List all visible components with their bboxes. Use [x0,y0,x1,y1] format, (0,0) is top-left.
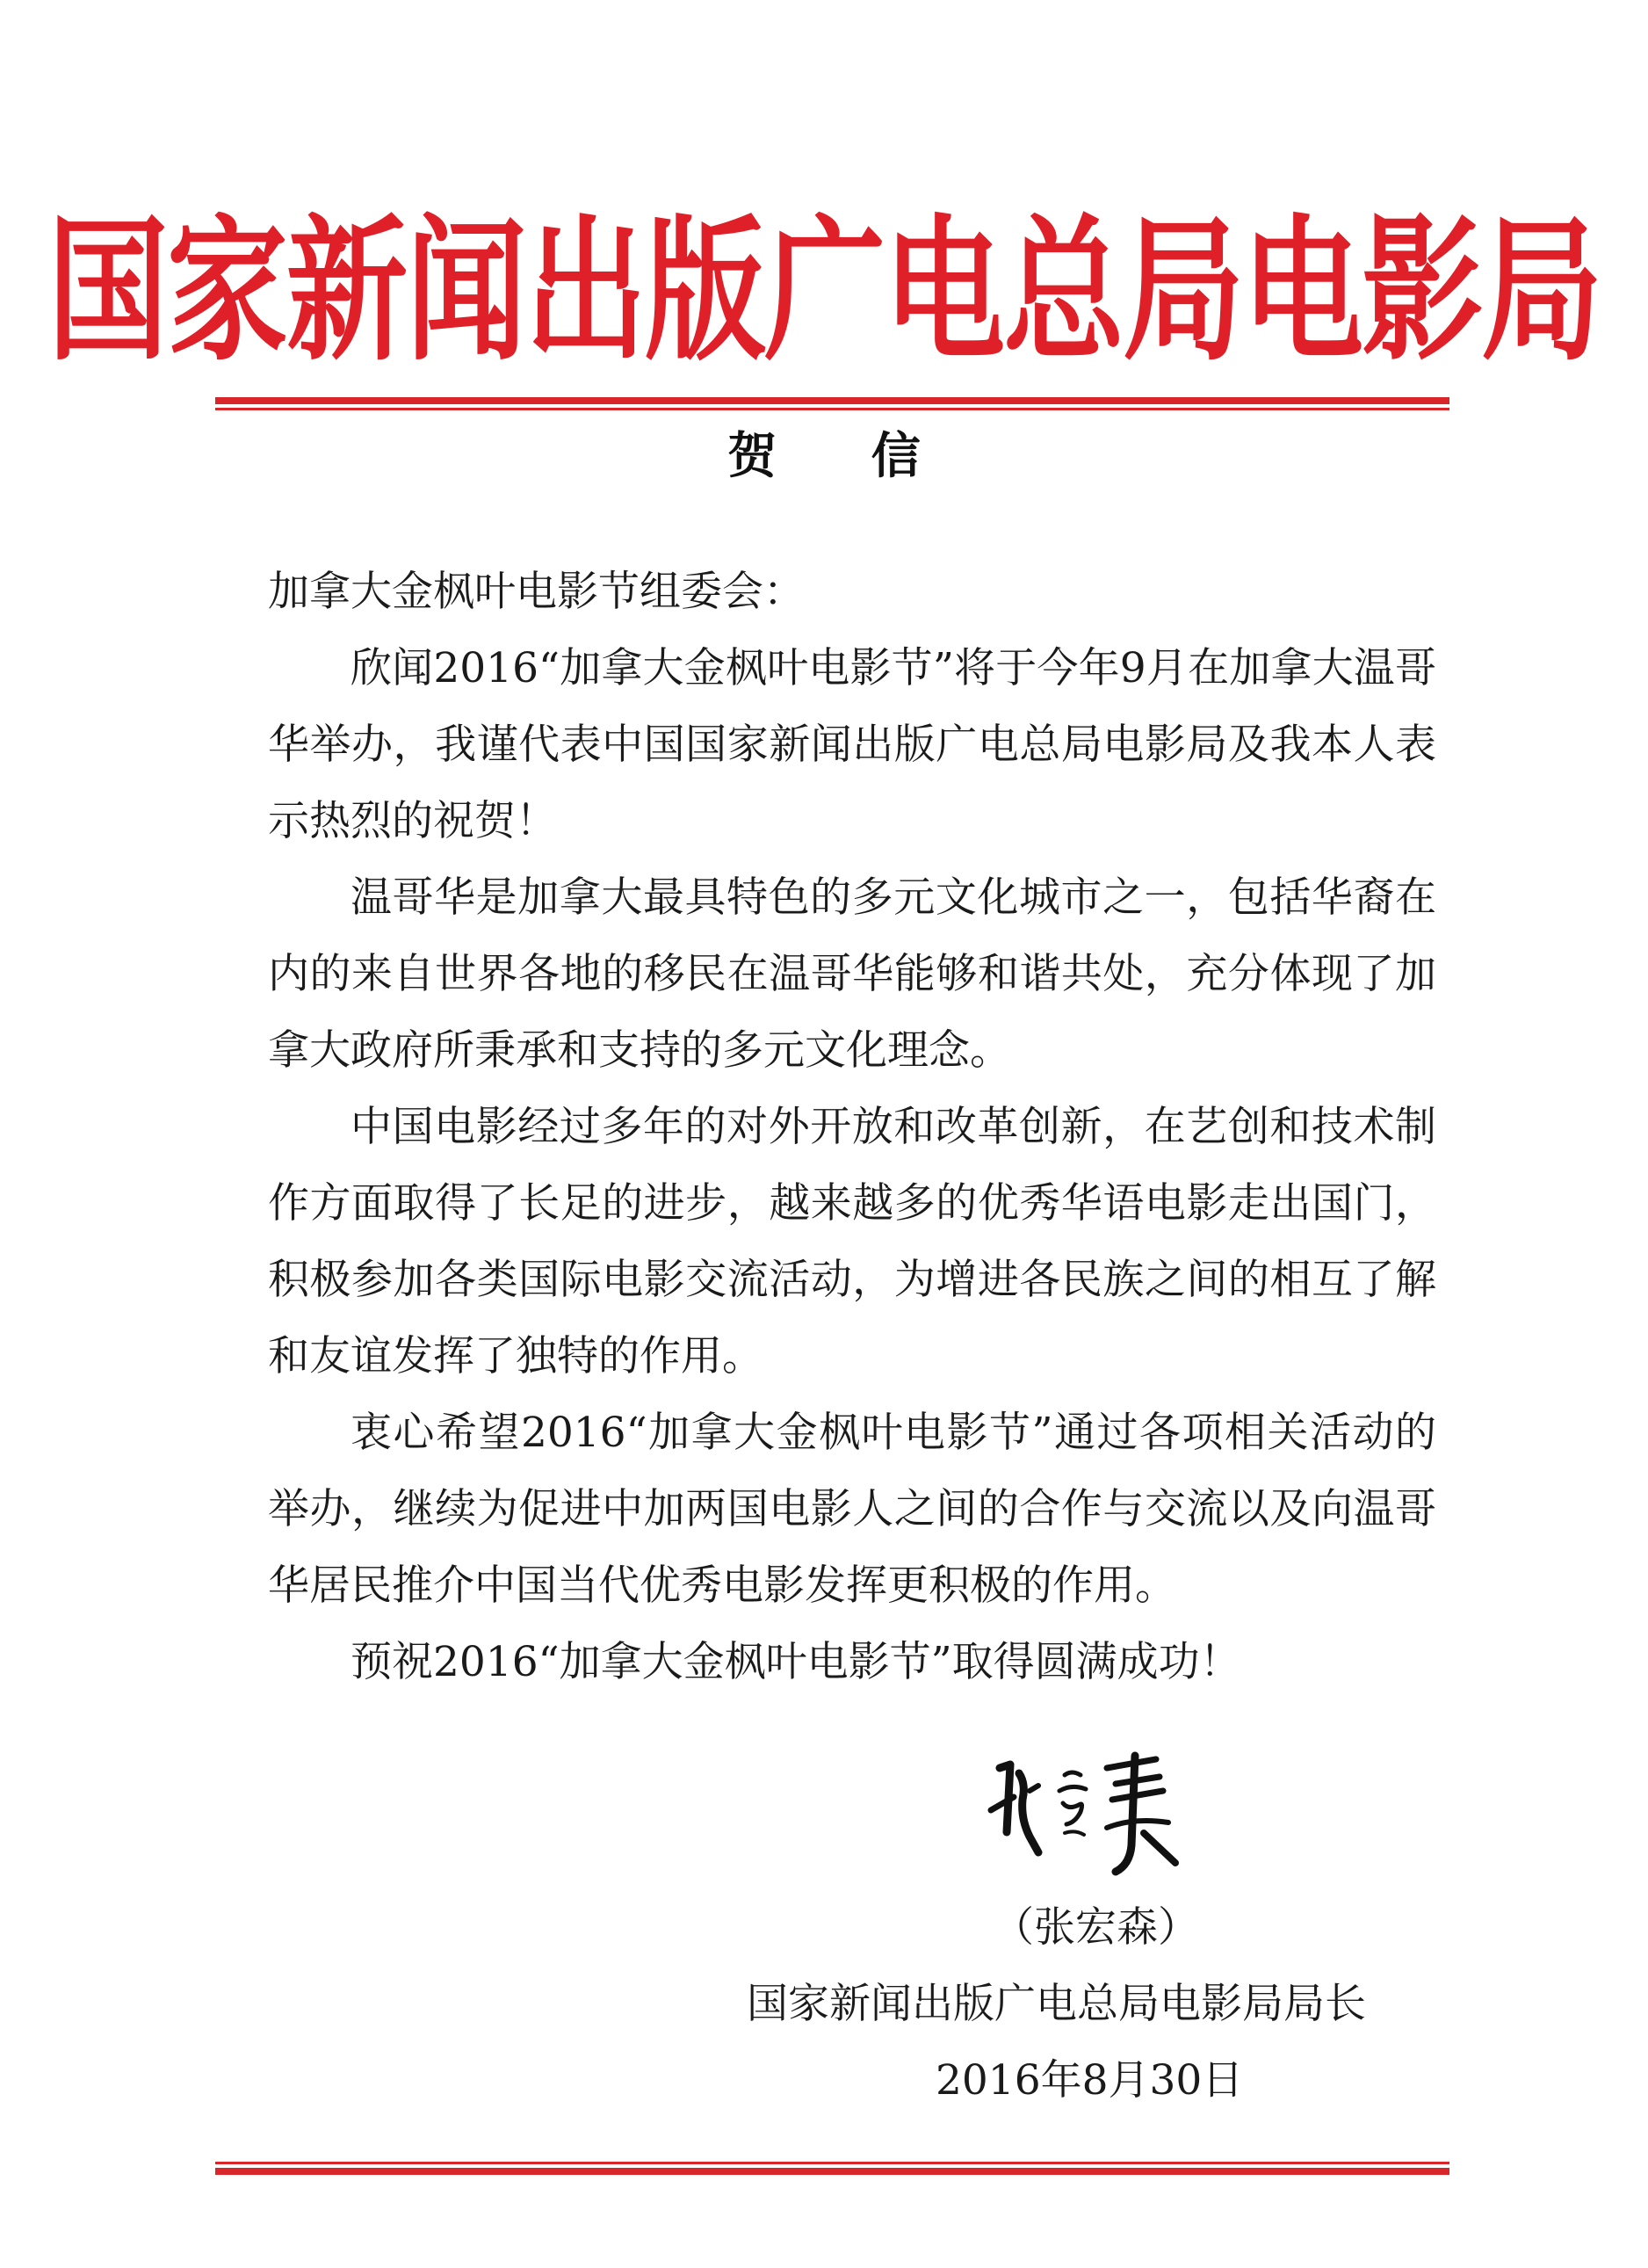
signer-title: 国家新闻出版广电总局电影局局长 [747,1980,1366,2028]
salutation: 加拿大金枫叶电影节组委会： [268,568,805,616]
paragraph-5: 预祝2016“加拿大金枫叶电影节”取得圆满成功！ [351,1638,1241,1686]
signer-name: （张宏森） [993,1903,1199,1952]
letter-body [268,554,1436,1700]
divider-thin-line [215,408,1449,410]
divider-thick-line [215,397,1449,404]
paragraph-3: 中国电影经过多年的对外开放和改革创新，在艺创和技术制作方面取得了长足的进步，越来越多的优秀华语电影走出国门，积极参加各类国际电影交流活动，为增进各民族之间的相互了解和友谊发挥了独特的作用。 [268,1103,1436,1380]
divider-thick-line [215,2168,1449,2175]
handwritten-signature-icon [984,1749,1186,1880]
letter-date: 2016年8月30日 [936,2056,1244,2105]
letterhead-org-name: 国家新闻出版广电总局电影局 [47,200,1601,382]
paragraph-1: 欣闻2016“加拿大金枫叶电影节”将于今年9月在加拿大温哥华举办，我谨代表中国国家新闻出版广电总局电影局及我本人表示热烈的祝贺！ [268,644,1436,845]
document-title: 贺 信 [727,428,959,485]
paragraph-4: 衷心希望2016“加拿大金枫叶电影节”通过各项相关活动的举办，继续为促进中加两国电影人之间的合作与交流以及向温哥华居民推介中国当代优秀电影发挥更积极的作用。 [268,1409,1436,1610]
paragraph-2: 温哥华是加拿大最具特色的多元文化城市之一，包括华裔在内的来自世界各地的移民在温哥华能够和谐共处，充分体现了加拿大政府所秉承和支持的多元文化理念。 [268,873,1436,1075]
footer-divider [215,2162,1449,2175]
letterhead-divider [215,397,1449,410]
